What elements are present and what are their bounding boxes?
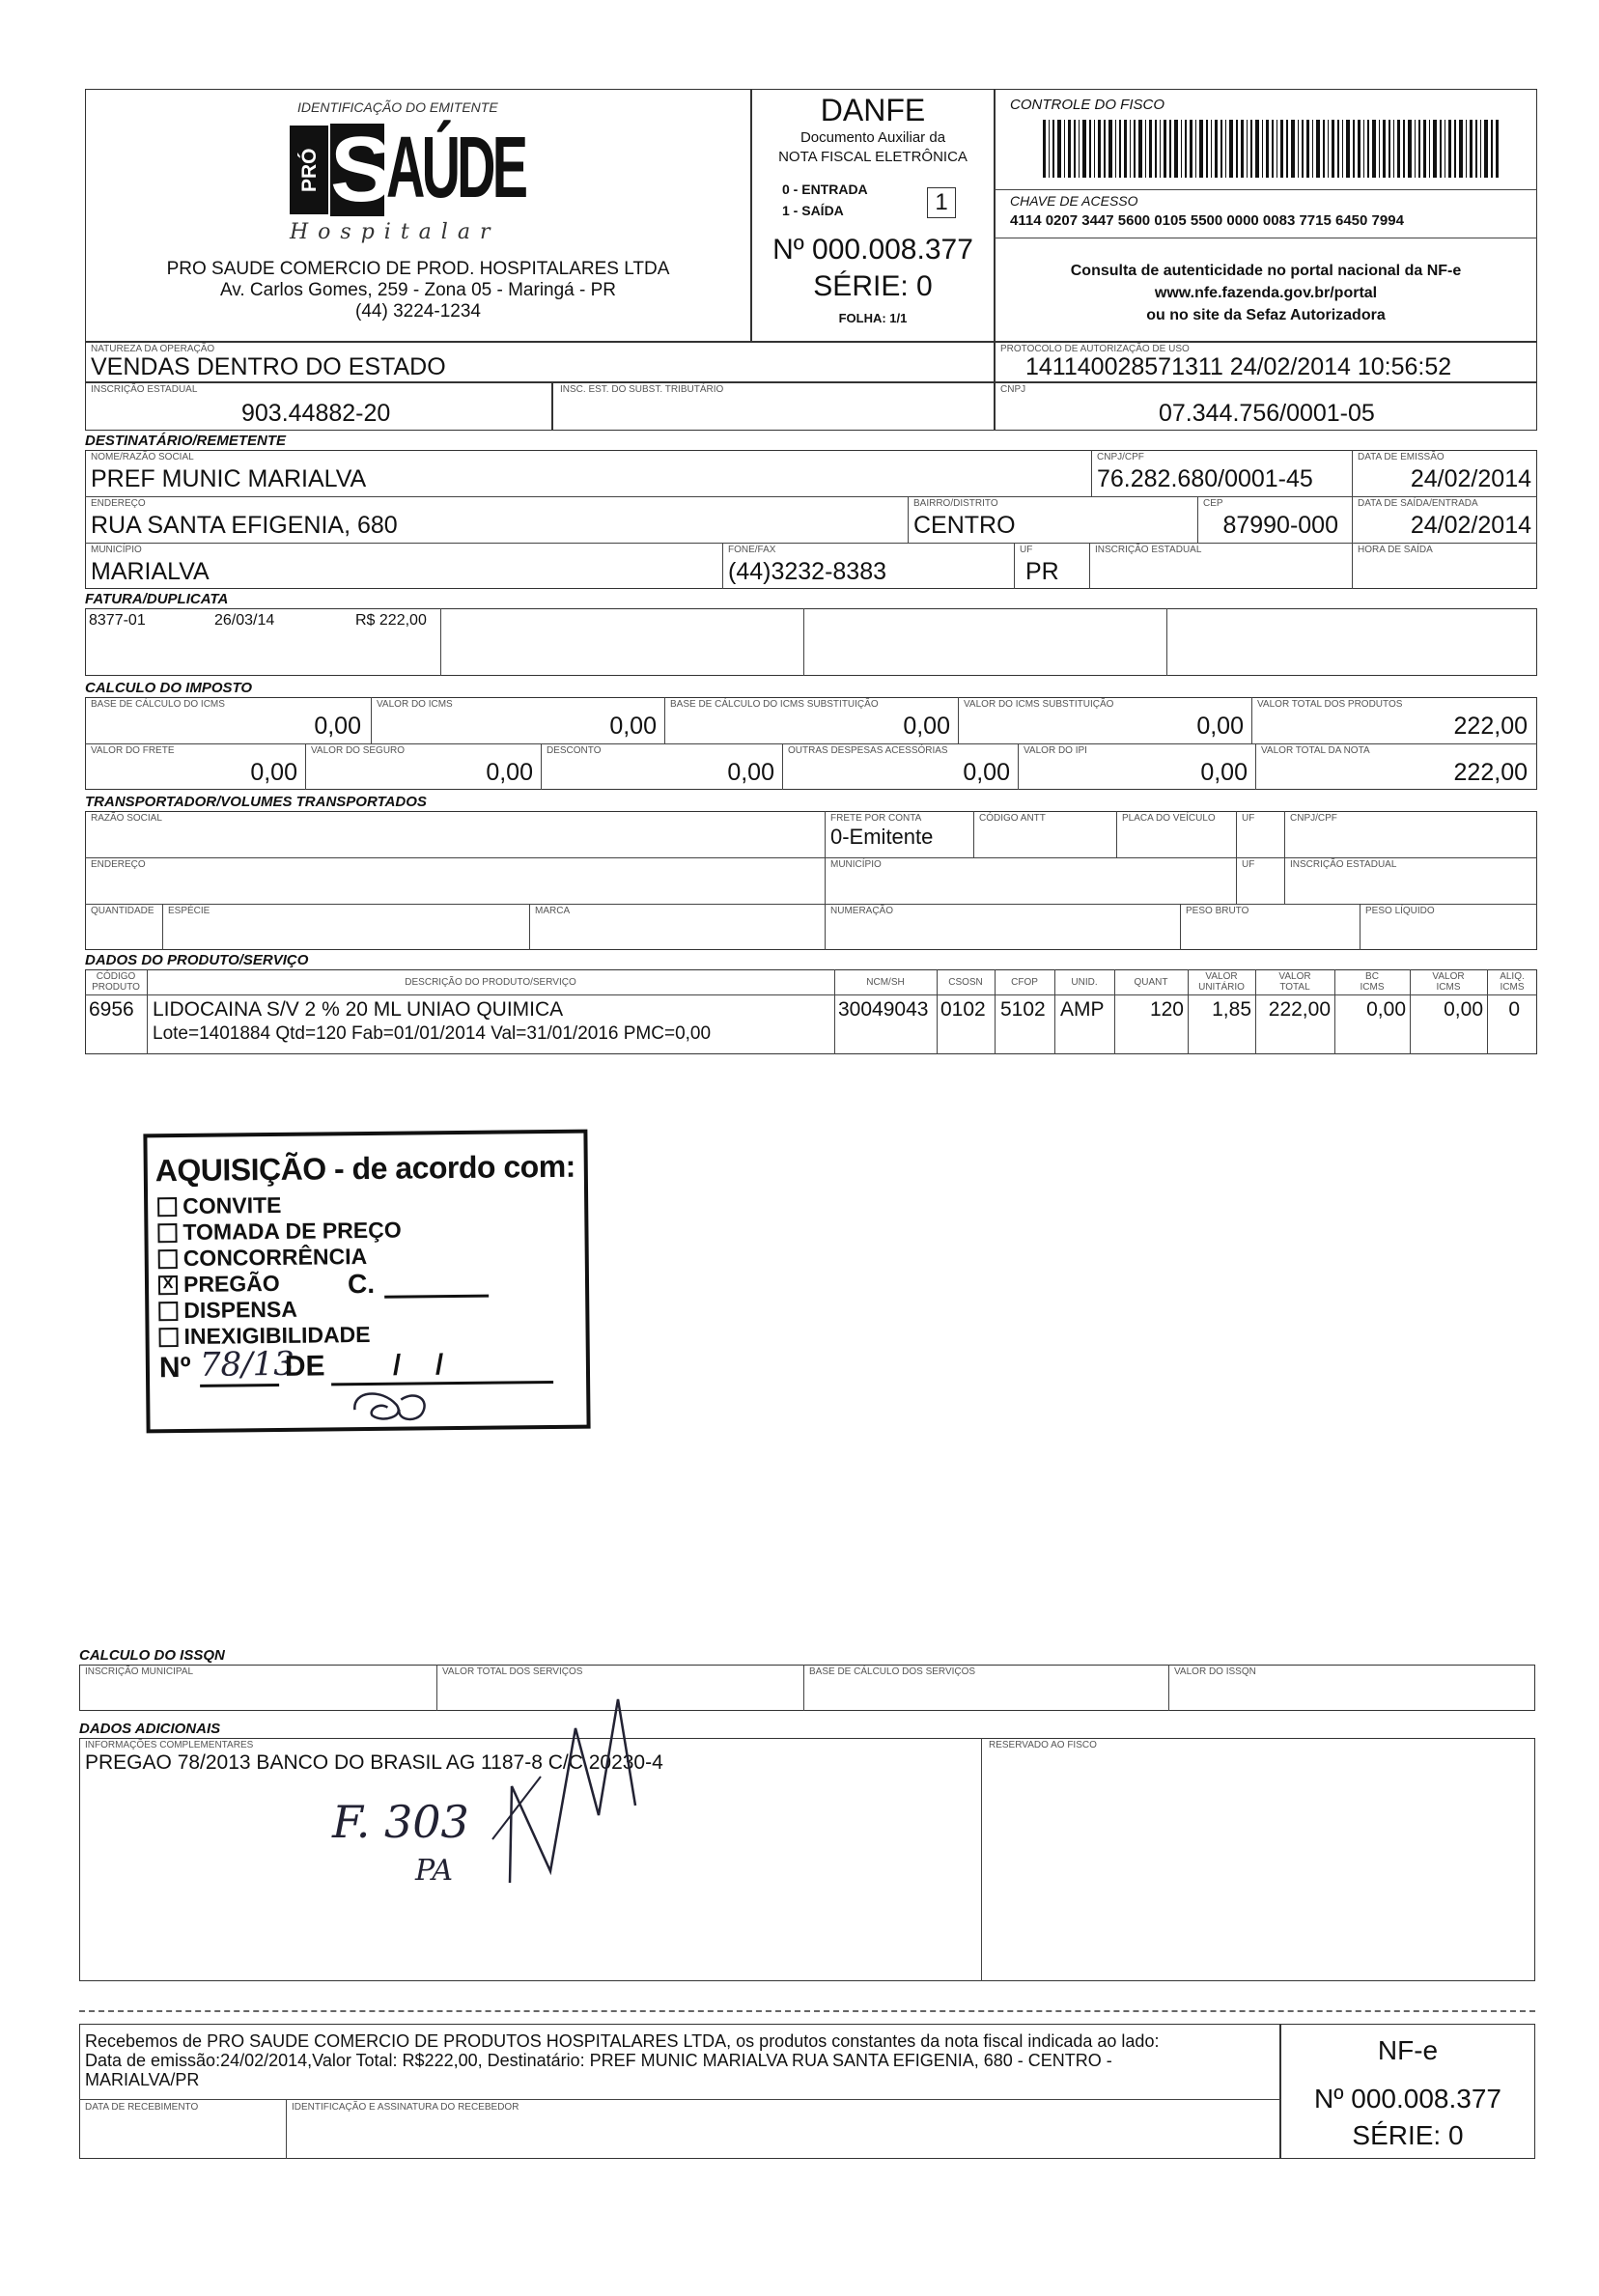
logo-s-block [330, 118, 393, 221]
th-vicms1: VALOR [1432, 971, 1465, 982]
stamp-c-label: C. [347, 1268, 376, 1300]
dest-cnpj: 76.282.680/0001-45 [1097, 465, 1313, 492]
trans-municipio-label: MUNICÍPIO [830, 859, 882, 870]
th-aliq1: ALIQ. [1500, 971, 1525, 982]
transporte-section: TRANSPORTADOR/VOLUMES TRANSPORTADOS [85, 794, 427, 810]
dest-municipio-label: MUNICÍPIO [91, 545, 142, 555]
th-quant: QUANT [1134, 977, 1168, 988]
dest-uf-label: UF [1020, 545, 1033, 555]
trans-uf-label: UF [1242, 813, 1255, 824]
th-bc1: BC [1365, 971, 1379, 982]
produtos-section: DADOS DO PRODUTO/SERVIÇO [85, 952, 309, 968]
th-vtot1: VALOR [1278, 971, 1311, 982]
imp-valor-st: 0,00 [1196, 713, 1244, 740]
trans-frete: 0-Emitente [830, 825, 934, 849]
stamp-option-pregao: X PREGÃO [158, 1270, 402, 1299]
item-lote: Lote=1401884 Qtd=120 Fab=01/01/2014 Val=31/01/2016 PMC=0,00 [153, 1023, 712, 1044]
th-codigo1: CÓDIGO [96, 971, 136, 982]
imp-ipi-label: VALOR DO IPI [1024, 745, 1087, 756]
dest-bairro: CENTRO [913, 512, 1016, 539]
imp-total-nota: 222,00 [1453, 759, 1528, 786]
stamp-numero-prefix: Nº [158, 1351, 191, 1385]
transporte-box [85, 811, 1537, 950]
trans-ie-label: INSCRIÇÃO ESTADUAL [1290, 859, 1397, 870]
dest-ie-label: INSCRIÇÃO ESTADUAL [1095, 545, 1202, 555]
iest-label: INSC. EST. DO SUBST. TRIBUTÁRIO [560, 384, 724, 395]
dest-emissao-label: DATA DE EMISSÃO [1358, 452, 1445, 462]
trans-frete-label: FRETE POR CONTA [830, 813, 922, 824]
imp-base-icms: 0,00 [314, 713, 361, 740]
imp-seguro: 0,00 [486, 759, 533, 786]
th-vunit1: VALOR [1205, 971, 1238, 982]
th-bc2: ICMS [1360, 982, 1385, 993]
logo-pro-block [290, 126, 328, 214]
dest-saida-label: DATA DE SAÍDA/ENTRADA [1358, 498, 1478, 509]
trans-pbruto-label: PESO BRUTO [1186, 906, 1249, 916]
emitente-phone: (44) 3224-1234 [355, 301, 481, 322]
canhoto-serie: SÉRIE: 0 [1352, 2120, 1464, 2150]
danfe-saida: 1 - SAÍDA [782, 203, 844, 218]
stamp-title: AQUISIÇÃO - de acordo com: [154, 1148, 575, 1189]
danfe-title: DANFE [820, 93, 926, 127]
adicionais-section: DADOS ADICIONAIS [79, 1721, 221, 1737]
company-logo [290, 118, 560, 249]
imp-valor-icms-label: VALOR DO ICMS [377, 699, 453, 710]
fatura-valor: R$ 222,00 [355, 612, 427, 629]
imp-total-nota-label: VALOR TOTAL DA NOTA [1261, 745, 1370, 756]
stamp-numero-handwritten: 78/13 [199, 1344, 295, 1385]
th-codigo2: PRODUTO [92, 982, 140, 993]
canhoto-nfe: NF-e [1377, 2035, 1439, 2065]
consulta-line2: www.nfe.fazenda.gov.br/portal [1154, 285, 1378, 301]
dest-endereco: RUA SANTA EFIGENIA, 680 [91, 512, 398, 539]
trans-numeracao-label: NUMERAÇÃO [830, 906, 894, 916]
trans-pliq-label: PESO LÍQUIDO [1365, 906, 1435, 916]
th-vtot2: TOTAL [1279, 982, 1310, 993]
imp-outras: 0,00 [963, 759, 1010, 786]
info-complementares-label: INFORMAÇÕES COMPLEMENTARES [85, 1740, 254, 1750]
imp-base-icms-label: BASE DE CÁLCULO DO ICMS [91, 699, 225, 710]
consulta-line3: ou no site da Sefaz Autorizadora [1146, 307, 1386, 323]
cut-line [79, 2010, 1535, 2012]
stamp-option-tomada: TOMADA DE PREÇO [157, 1218, 401, 1246]
destinatario-section: DESTINATÁRIO/REMETENTE [85, 433, 287, 449]
logo-aude-text: AÚDE [386, 120, 525, 216]
fatura-num: 8377-01 [89, 612, 146, 629]
danfe-numero: Nº 000.008.377 [772, 234, 973, 266]
dest-hora-label: HORA DE SAÍDA [1358, 545, 1433, 555]
canhoto-data-label: DATA DE RECEBIMENTO [85, 2102, 199, 2113]
dest-bairro-label: BAIRRO/DISTRITO [913, 498, 998, 509]
item-quant: 120 [1149, 998, 1184, 1021]
item-descricao: LIDOCAINA S/V 2 % 20 ML UNIAO QUIMICA [153, 998, 564, 1021]
stamp-checkbox [157, 1197, 177, 1217]
issqn-vserv-label: VALOR TOTAL DOS SERVIÇOS [442, 1666, 583, 1677]
imp-ipi: 0,00 [1200, 759, 1248, 786]
dest-endereco-label: ENDEREÇO [91, 498, 146, 509]
imp-frete-label: VALOR DO FRETE [91, 745, 175, 756]
issqn-viss-label: VALOR DO ISSQN [1174, 1666, 1256, 1677]
imp-base-st: 0,00 [903, 713, 950, 740]
imp-desconto-label: DESCONTO [547, 745, 602, 756]
item-ncm: 30049043 [838, 998, 929, 1021]
consulta-line1: Consulta de autenticidade no portal nacional da NF-e [1070, 263, 1462, 279]
item-vtot: 222,00 [1268, 998, 1331, 1021]
issqn-base-label: BASE DE CÁLCULO DOS SERVIÇOS [809, 1666, 976, 1677]
logo-subtitle: Hospitalar [290, 220, 500, 244]
stamp-option-dispensa: DISPENSA [158, 1296, 402, 1325]
th-vicms2: ICMS [1436, 982, 1461, 993]
item-csosn: 0102 [940, 998, 986, 1021]
trans-razao-label: RAZÃO SOCIAL [91, 813, 162, 824]
item-vicms: 0,00 [1444, 998, 1483, 1021]
stamp-checkbox [158, 1249, 178, 1269]
logo-pro-text: PRÓ [297, 148, 321, 192]
imposto-section: CALCULO DO IMPOSTO [85, 680, 253, 696]
canhoto-numero: Nº 000.008.377 [1314, 2084, 1501, 2114]
info-complementares: PREGAO 78/2013 BANCO DO BRASIL AG 1187-8 C/C 20230-4 [85, 1751, 663, 1774]
reservado-fisco-label: RESERVADO AO FISCO [989, 1740, 1097, 1750]
stamp-de-label: DE [284, 1350, 325, 1383]
th-vunit2: UNITÁRIO [1198, 982, 1245, 993]
th-csosn: CSOSN [948, 977, 983, 988]
imp-total-prod-label: VALOR TOTAL DOS PRODUTOS [1257, 699, 1403, 710]
issqn-box [79, 1665, 1535, 1711]
canhoto-text-2: Data de emissão:24/02/2014,Valor Total: R$222,00, Destinatário: PREF MUNIC MARIALVA RUA SANTA EFIGENIA, 680 - CENTRO - [85, 2051, 1112, 2070]
imp-base-st-label: BASE DE CÁLCULO DO ICMS SUBSTITUIÇÃO [670, 699, 879, 710]
handwritten-note-2: PA [415, 1854, 454, 1888]
controle-fisco-label: CONTROLE DO FISCO [1010, 97, 1165, 113]
dest-nome-label: NOME/RAZÃO SOCIAL [91, 452, 194, 462]
th-ncm: NCM/SH [866, 977, 905, 988]
acquisition-stamp [143, 1130, 590, 1434]
trans-antt-label: CÓDIGO ANTT [979, 813, 1046, 824]
cnpj-emit-value: 07.344.756/0001-05 [1159, 400, 1375, 427]
danfe-serie: SÉRIE: 0 [813, 270, 933, 302]
ie-value: 903.44882-20 [241, 400, 391, 427]
item-cfop: 5102 [1000, 998, 1046, 1021]
th-descricao: DESCRIÇÃO DO PRODUTO/SERVIÇO [405, 977, 576, 988]
emitente-section-label: IDENTIFICAÇÃO DO EMITENTE [297, 99, 498, 115]
th-cfop: CFOP [1011, 977, 1038, 988]
dest-fone-label: FONE/FAX [728, 545, 776, 555]
stamp-checkbox [157, 1223, 177, 1243]
trans-placa-label: PLACA DO VEÍCULO [1122, 813, 1216, 824]
danfe-tipo-box: 1 [927, 187, 956, 218]
stamp-checkbox-checked: X [158, 1275, 178, 1295]
th-unid: UNID. [1071, 977, 1098, 988]
signature-scribble [473, 1661, 666, 1892]
cnpj-emit-label: CNPJ [1000, 384, 1026, 395]
imp-desconto: 0,00 [727, 759, 774, 786]
danfe-folha: FOLHA: 1/1 [838, 311, 908, 325]
dest-municipio: MARIALVA [91, 558, 210, 585]
barcode [1043, 120, 1516, 178]
imp-valor-st-label: VALOR DO ICMS SUBSTITUIÇÃO [964, 699, 1114, 710]
imp-total-prod: 222,00 [1453, 713, 1528, 740]
canhoto-text-3: MARIALVA/PR [85, 2070, 200, 2089]
dest-cep-label: CEP [1203, 498, 1223, 509]
stamp-option-concorrencia: CONCORRÊNCIA [158, 1244, 402, 1273]
stamp-checkbox [158, 1328, 178, 1347]
trans-uf2-label: UF [1242, 859, 1255, 870]
item-bc: 0,00 [1366, 998, 1406, 1021]
stamp-initials-signature [343, 1380, 440, 1429]
natureza-value: VENDAS DENTRO DO ESTADO [91, 353, 446, 380]
dest-nome: PREF MUNIC MARIALVA [91, 465, 367, 492]
protocolo-value: 141140028571311 24/02/2014 10:56:52 [1025, 353, 1452, 380]
stamp-checkbox [158, 1302, 178, 1321]
fatura-box [85, 608, 1537, 676]
issqn-im-label: INSCRIÇÃO MUNICIPAL [85, 1666, 194, 1677]
chave-label: CHAVE DE ACESSO [1010, 193, 1138, 209]
item-aliq: 0 [1508, 998, 1520, 1021]
dest-cnpj-label: CNPJ/CPF [1097, 452, 1144, 462]
item-unid: AMP [1060, 998, 1105, 1021]
canhoto-assinatura-label: IDENTIFICAÇÃO E ASSINATURA DO RECEBEDOR [292, 2102, 519, 2113]
trans-especie-label: ESPÉCIE [168, 906, 210, 916]
dest-fone: (44)3232-8383 [728, 558, 887, 585]
imp-frete: 0,00 [250, 759, 297, 786]
dest-emissao: 24/02/2014 [1410, 465, 1531, 492]
stamp-option-convite: CONVITE [157, 1191, 401, 1220]
handwritten-note-1: F. 303 [332, 1796, 469, 1848]
stamp-option-inexigibilidade: INEXIGIBILIDADE [158, 1322, 402, 1351]
dest-cep: 87990-000 [1222, 512, 1338, 539]
logo-s-text: S [330, 118, 393, 221]
stamp-date-slash2: / [435, 1349, 444, 1382]
danfe-sub1: Documento Auxiliar da [800, 129, 946, 146]
imp-outras-label: OUTRAS DESPESAS ACESSÓRIAS [788, 745, 948, 756]
imp-seguro-label: VALOR DO SEGURO [311, 745, 406, 756]
trans-endereco-label: ENDEREÇO [91, 859, 146, 870]
stamp-date-slash1: / [392, 1349, 402, 1382]
item-codigo: 6956 [89, 998, 134, 1021]
danfe-sub2: NOTA FISCAL ELETRÔNICA [778, 149, 968, 165]
ie-label: INSCRIÇÃO ESTADUAL [91, 384, 198, 395]
item-vunit: 1,85 [1212, 998, 1251, 1021]
protocolo-label: PROTOCOLO DE AUTORIZAÇÃO DE USO [1000, 344, 1190, 354]
th-aliq2: ICMS [1500, 982, 1525, 993]
emitente-name: PRO SAUDE COMERCIO DE PROD. HOSPITALARES LTDA [166, 259, 670, 279]
natureza-label: NATUREZA DA OPERAÇÃO [91, 344, 215, 354]
emitente-address: Av. Carlos Gomes, 259 - Zona 05 - Maringá - PR [219, 280, 617, 300]
trans-cnpj-label: CNPJ/CPF [1290, 813, 1337, 824]
dest-saida: 24/02/2014 [1410, 512, 1531, 539]
canhoto-text-1: Recebemos de PRO SAUDE COMERCIO DE PRODUTOS HOSPITALARES LTDA, os produtos constantes da nota fiscal indicada ao lado: [85, 2031, 1160, 2051]
trans-marca-label: MARCA [535, 906, 571, 916]
dest-uf: PR [1025, 558, 1059, 585]
trans-qtd-label: QUANTIDADE [91, 906, 154, 916]
imp-valor-icms: 0,00 [609, 713, 657, 740]
fatura-venc: 26/03/14 [214, 612, 275, 629]
fatura-section: FATURA/DUPLICATA [85, 591, 229, 607]
issqn-section: CALCULO DO ISSQN [79, 1647, 225, 1664]
chave-acesso: 4114 0207 3447 5600 0105 5500 0000 0083 7715 6450 7994 [1010, 212, 1404, 229]
danfe-entrada: 0 - ENTRADA [782, 182, 868, 197]
